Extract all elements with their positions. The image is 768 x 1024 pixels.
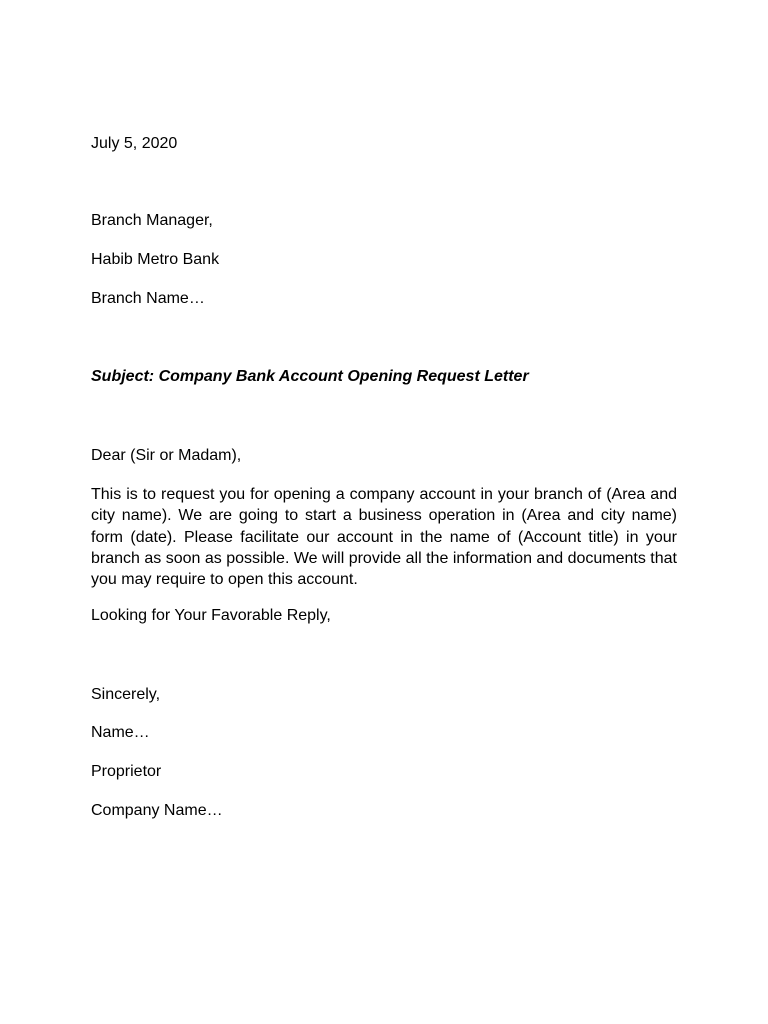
closing-line: Looking for Your Favorable Reply, [91, 607, 331, 624]
signoff-name: Name… [91, 724, 150, 741]
letter-subject: Subject: Company Bank Account Opening Request Letter [91, 368, 529, 385]
signoff-role: Proprietor [91, 763, 162, 780]
signoff-closing: Sincerely, [91, 686, 161, 703]
body-paragraph: This is to request you for opening a company account in your branch of (Area and city name). We are going to start a business operation in (Area and city name) form (date). Please facilitate our account in the name of (Account title) in your branch as soon as possible. We will provide all the information and documents that you may require to open this account. [91, 486, 677, 589]
salutation: Dear (Sir or Madam), [91, 447, 242, 464]
recipient-branch: Branch Name… [91, 290, 205, 307]
recipient-bank: Habib Metro Bank [91, 251, 220, 268]
recipient-title: Branch Manager, [91, 212, 213, 229]
letter-date: July 5, 2020 [91, 135, 178, 152]
signoff-company: Company Name… [91, 802, 223, 819]
